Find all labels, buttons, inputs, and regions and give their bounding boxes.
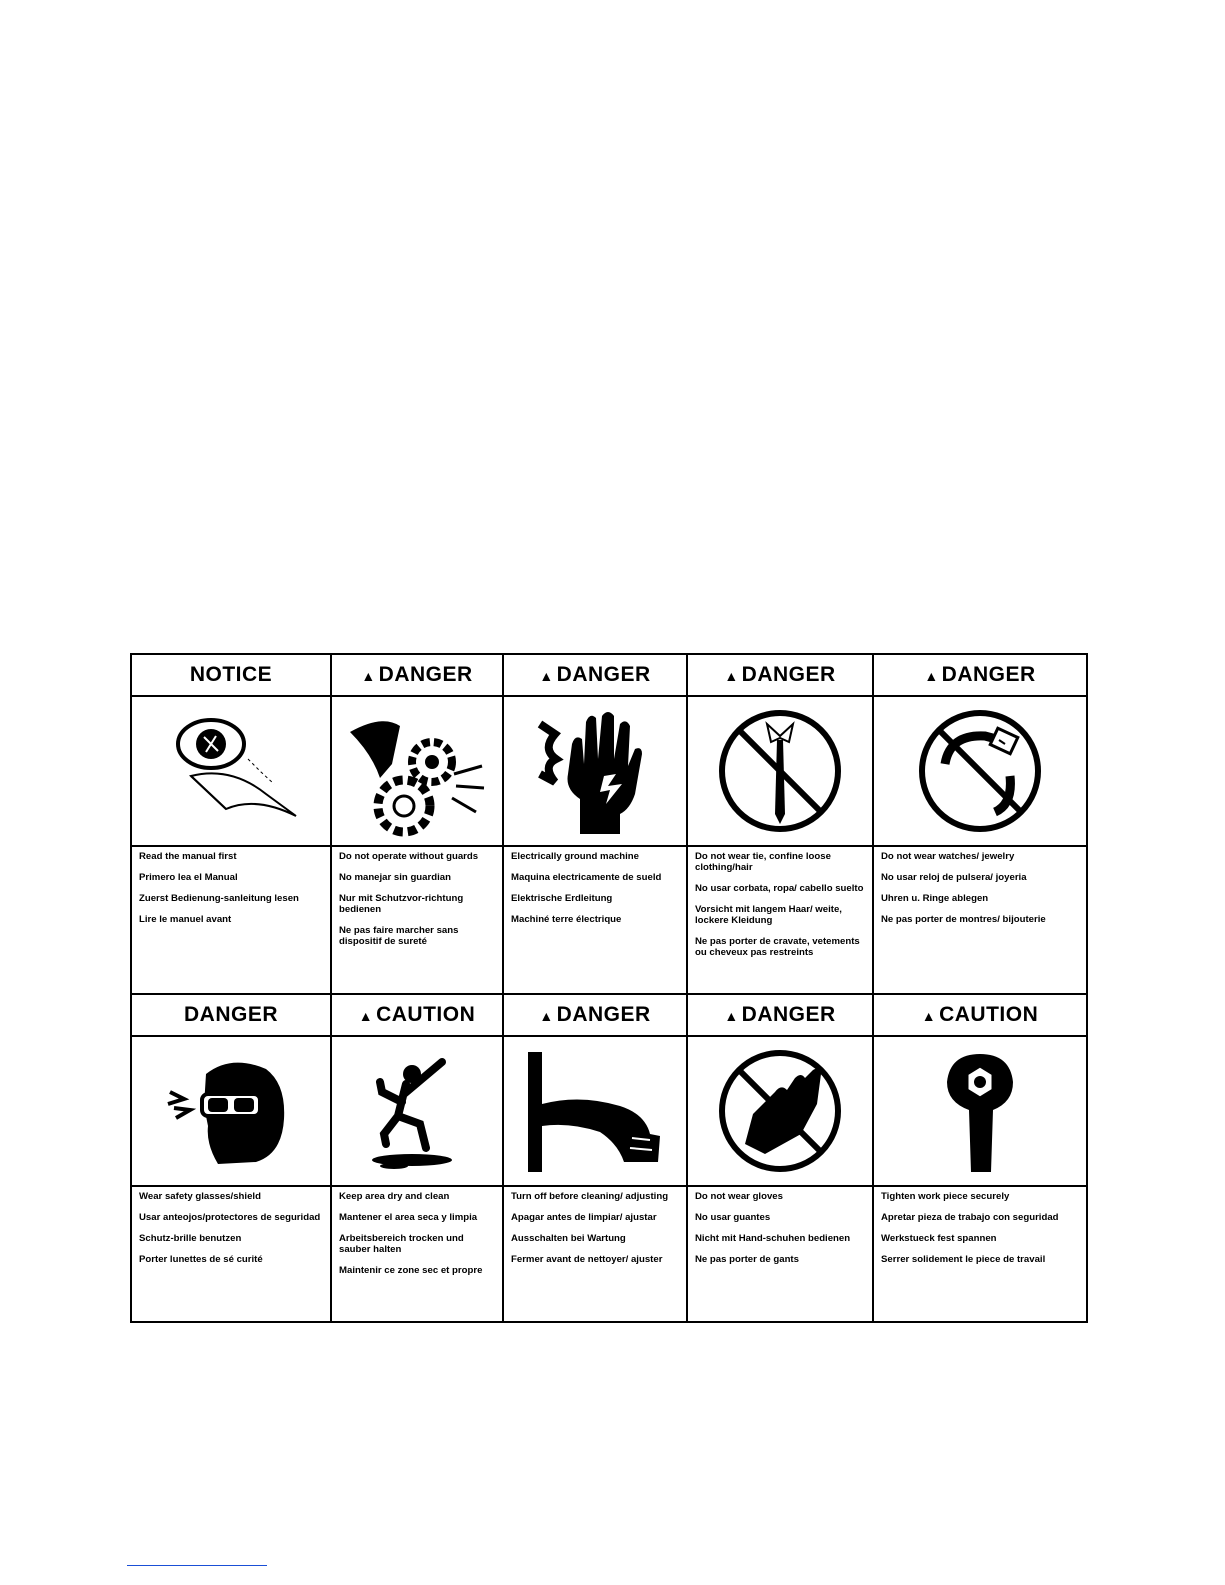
instruction-line: Fermer avant de nettoyer/ ajuster (511, 1254, 663, 1265)
instruction-line: Maintenir ce zone sec et propre (339, 1265, 483, 1276)
wrench-nut-icon (874, 1037, 1086, 1187)
safety-label (874, 995, 1086, 1321)
label-header (504, 655, 686, 697)
safety-label (504, 995, 688, 1321)
instruction-line: Ne pas porter de gants (695, 1254, 799, 1265)
label-header (132, 995, 330, 1037)
instruction-line: Turn off before cleaning/ adjusting (511, 1191, 669, 1202)
instruction-line: Tighten work piece securely (881, 1191, 1010, 1202)
instruction-line: No manejar sin guardian (339, 872, 451, 883)
instruction-line: Vorsicht mit langem Haar/ weite, lockere Kleidung (695, 904, 842, 926)
label-instructions (504, 1187, 686, 1265)
warning-triangle-icon: ▲ (924, 668, 939, 684)
warning-triangle-icon: ▲ (724, 1008, 739, 1024)
label-header-text: DANGER (941, 663, 1036, 686)
warning-triangle-icon: ▲ (724, 668, 739, 684)
label-header-text: DANGER (741, 663, 836, 686)
warning-triangle-icon: ▲ (921, 1008, 937, 1024)
electric-shock-hand-icon (504, 697, 686, 847)
instruction-line: Apretar pieza de trabajo con seguridad (881, 1212, 1059, 1223)
instruction-line: No usar guantes (695, 1212, 771, 1223)
label-header (504, 995, 686, 1037)
label-instructions (332, 1187, 502, 1276)
footnote-rule (127, 1565, 267, 1566)
instruction-line: Ne pas porter de cravate, vetements ou cheveux pas restreints (695, 936, 860, 958)
label-header (132, 655, 330, 697)
safety-label (504, 655, 688, 995)
label-instructions (688, 1187, 872, 1265)
instruction-line: Lire le manuel avant (139, 914, 232, 925)
instruction-line: Do not wear tie, confine loose clothing/hair (695, 851, 831, 873)
label-header-text: DANGER (556, 663, 651, 686)
label-header-text: DANGER (741, 1003, 836, 1026)
label-header-text: CAUTION (939, 1003, 1039, 1026)
label-header (332, 995, 502, 1037)
warning-triangle-icon: ▲ (361, 668, 376, 684)
instruction-line: Ne pas porter de montres/ bijouterie (881, 914, 1046, 925)
instruction-line: Do not operate without guards (339, 851, 479, 862)
safety-label (332, 995, 504, 1321)
no-gloves-icon (688, 1037, 872, 1187)
label-instructions (874, 1187, 1086, 1265)
safety-label (332, 655, 504, 995)
label-instructions (504, 847, 686, 925)
label-instructions (874, 847, 1086, 925)
warning-triangle-icon: ▲ (358, 1008, 374, 1024)
instruction-line: Ausschalten bei Wartung (511, 1233, 626, 1244)
instruction-line: Keep area dry and clean (339, 1191, 450, 1202)
instruction-line: Do not wear gloves (695, 1191, 783, 1202)
instruction-line: Werkstueck fest spannen (881, 1233, 997, 1244)
instruction-line: Nicht mit Hand-schuhen bedienen (695, 1233, 851, 1244)
instruction-line: No usar corbata, ropa/ cabello suelto (695, 883, 864, 894)
label-header-text: DANGER (378, 663, 473, 686)
label-instructions (132, 1187, 330, 1265)
no-tie-icon (688, 697, 872, 847)
instruction-line: Uhren u. Ringe ablegen (881, 893, 989, 904)
label-header-text: DANGER (183, 1003, 278, 1026)
instruction-line: Apagar antes de limpiar/ ajustar (511, 1212, 657, 1223)
gear-hand-icon (332, 697, 502, 847)
label-header (874, 995, 1086, 1037)
label-instructions (132, 847, 330, 925)
label-header-text: DANGER (556, 1003, 651, 1026)
label-header (688, 995, 872, 1037)
label-header-text: NOTICE (189, 663, 273, 686)
instruction-line: Ne pas faire marcher sans dispositif de sureté (339, 925, 459, 947)
label-header-text: CAUTION (376, 1003, 476, 1026)
instruction-line: Nur mit Schutzvor-richtung bedienen (339, 893, 464, 915)
instruction-line: Wear safety glasses/shield (139, 1191, 261, 1202)
instruction-line: Mantener el area seca y limpia (339, 1212, 478, 1223)
warning-triangle-icon: ▲ (539, 1008, 554, 1024)
instruction-line: No usar reloj de pulsera/ joyeria (881, 872, 1027, 883)
safety-glasses-icon (132, 1037, 330, 1187)
instruction-line: Elektrische Erdleitung (511, 893, 613, 904)
slip-hazard-icon (332, 1037, 502, 1187)
instruction-line: Serrer solidement le piece de travail (881, 1254, 1046, 1265)
safety-label (874, 655, 1086, 995)
label-instructions (332, 847, 502, 947)
instruction-line: Primero lea el Manual (139, 872, 238, 883)
instruction-line: Arbeitsbereich trocken und sauber halten (339, 1233, 464, 1255)
instruction-line: Porter lunettes de sé curité (139, 1254, 263, 1265)
read-manual-icon (132, 697, 330, 847)
instruction-line: Usar anteojos/protectores de seguridad (139, 1212, 321, 1223)
instruction-line: Do not wear watches/ jewelry (881, 851, 1015, 862)
label-header (332, 655, 502, 697)
safety-label-sheet (130, 653, 1088, 1323)
safety-label (688, 995, 874, 1321)
safety-label (132, 995, 332, 1321)
label-header (688, 655, 872, 697)
no-watch-icon (874, 697, 1086, 847)
safety-label (132, 655, 332, 995)
arm-pinch-icon (504, 1037, 686, 1187)
instruction-line: Maquina electricamente de sueld (511, 872, 662, 883)
safety-label (688, 655, 874, 995)
label-header (874, 655, 1086, 697)
instruction-line: Zuerst Bedienung-sanleitung lesen (139, 893, 299, 904)
instruction-line: Schutz-brille benutzen (139, 1233, 242, 1244)
warning-triangle-icon: ▲ (539, 668, 554, 684)
instruction-line: Read the manual first (139, 851, 237, 862)
label-grid (132, 655, 1086, 1321)
instruction-line: Electrically ground machine (511, 851, 639, 862)
instruction-line: Machiné terre électrique (511, 914, 622, 925)
label-instructions (688, 847, 872, 958)
